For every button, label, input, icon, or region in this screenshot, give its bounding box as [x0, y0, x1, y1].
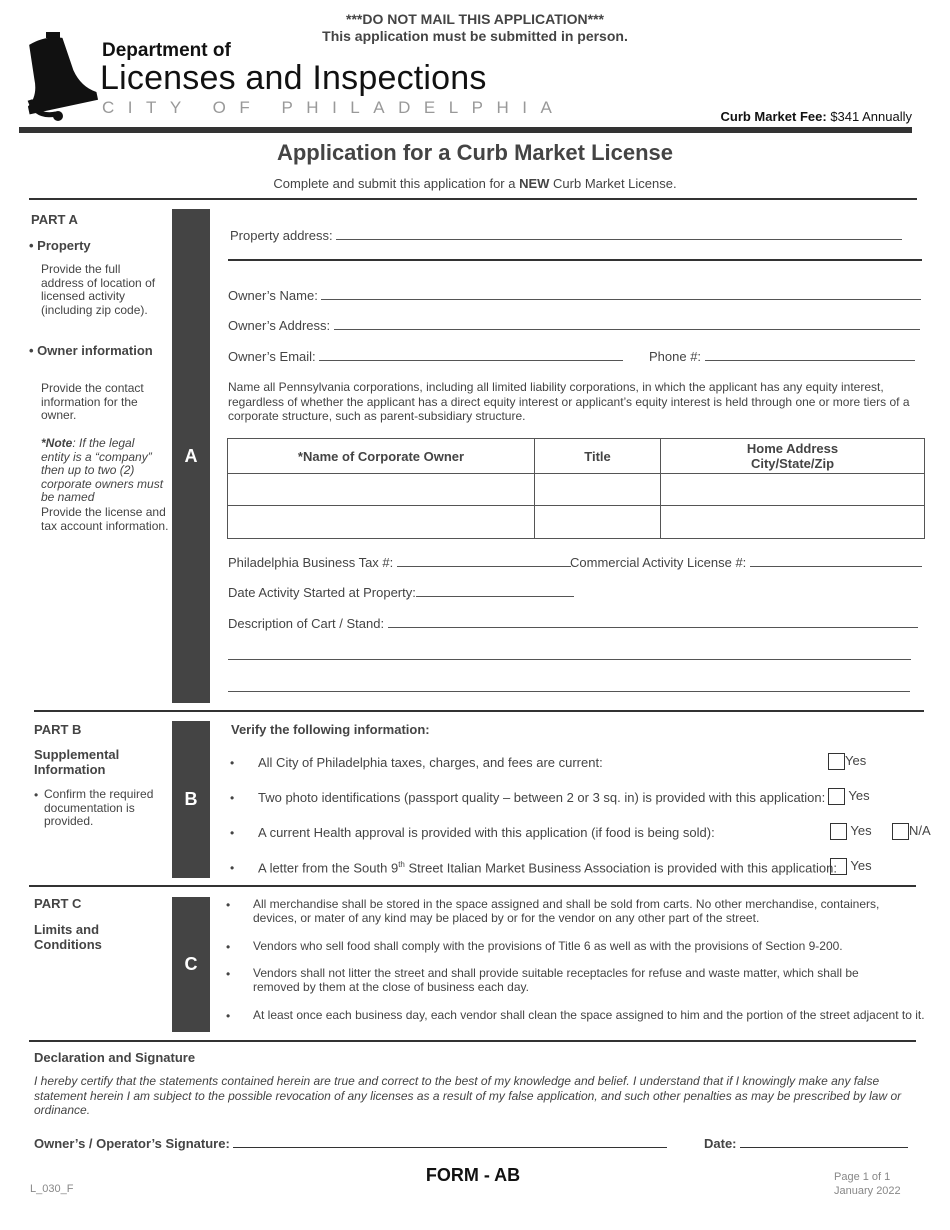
verify-item: All City of Philadelphia taxes, charges, and fees are current:	[258, 755, 603, 770]
date-field[interactable]: Date:	[704, 1136, 908, 1151]
business-tax-field[interactable]: Philadelphia Business Tax #:	[228, 555, 571, 570]
col-title: Title	[535, 439, 661, 474]
property-address-line2[interactable]	[228, 259, 922, 261]
owner-address-field[interactable]: Owner’s Address:	[228, 318, 920, 333]
form-name: FORM - AB	[425, 1165, 521, 1185]
bullet-owner: • Owner information	[29, 343, 153, 358]
property-desc: Provide the full address of location of licensed activity (including zip code).	[41, 262, 156, 317]
header-rule	[19, 127, 912, 133]
liberty-bell-icon	[16, 30, 98, 122]
page-info: Page 1 of 1 January 2022	[834, 1171, 901, 1197]
verify-item: A current Health approval is provided with this application (if food is being sold):	[258, 825, 715, 840]
yes-checkbox[interactable]: Yes	[830, 858, 872, 875]
property-address-field[interactable]: Property address:	[230, 228, 902, 243]
signature-field[interactable]: Owner’s / Operator’s Signature:	[34, 1136, 667, 1151]
condition-item: Vendors shall not litter the street and shall provide suitable receptacles for refuse and waste matter, which shall be removed by them at the close of business each day.	[253, 966, 859, 994]
na-checkbox[interactable]: N/A	[892, 823, 931, 840]
tax-desc: Provide the license and tax account information.	[41, 505, 169, 533]
owner-name-field[interactable]: Owner’s Name:	[228, 288, 921, 303]
table-row	[228, 474, 925, 506]
verify-item: A letter from the South 9th Street Italian Market Business Association is provided with this application:	[258, 860, 837, 876]
subtitle: Complete and submit this application for a NEW Curb Market License.	[273, 176, 677, 191]
do-not-mail-notice: ***DO NOT MAIL THIS APPLICATION***	[346, 11, 604, 27]
part-c-bar: C	[172, 897, 210, 1032]
owner-email-field[interactable]: Owner’s Email:	[228, 349, 623, 364]
part-b-bar: B	[172, 721, 210, 878]
part-a-rule	[34, 710, 924, 712]
part-b-bullet: Confirm the required documentation is provided.	[44, 787, 154, 828]
owner-desc: Provide the contact information for the owner.	[41, 381, 144, 422]
declaration-heading: Declaration and Signature	[34, 1050, 196, 1065]
part-b-subheading: Supplemental Information	[34, 747, 120, 777]
part-b-heading: PART B	[34, 722, 82, 737]
description-field[interactable]: Description of Cart / Stand:	[228, 616, 918, 631]
col-home-address: Home Address City/State/Zip	[661, 439, 925, 474]
yes-checkbox[interactable]: Yes	[830, 823, 872, 840]
corporate-owner-table	[227, 438, 925, 539]
part-c-subheading: Limits and Conditions	[34, 922, 102, 952]
part-a-heading: PART A	[31, 212, 78, 227]
fee	[720, 109, 912, 124]
dept-of: Department of	[102, 40, 231, 61]
city-name: CITY OF PHILADELPHIA	[102, 98, 566, 117]
part-c-heading: PART C	[34, 896, 82, 911]
condition-item: All merchandise shall be stored in the space assigned and shall be sold from carts. No other merchandise, containers, devices, or mater of any kind may be placed by or for the vendor on any other part of the street.	[253, 897, 880, 925]
phone-field[interactable]: Phone #:	[649, 349, 915, 364]
in-person-notice: This application must be submitted in person.	[322, 28, 628, 44]
form-id: L_030_F	[30, 1183, 74, 1195]
fee-value: $341 Annually	[830, 109, 912, 124]
verify-heading: Verify the following information:	[231, 722, 430, 737]
description-line2[interactable]	[228, 659, 911, 660]
condition-item: Vendors who sell food shall comply with the provisions of Title 6 as well as with the provisions of Section 9-200.	[253, 939, 843, 953]
col-corp-name: *Name of Corporate Owner	[228, 439, 535, 474]
table-row	[228, 506, 925, 539]
title-rule	[29, 198, 917, 200]
verify-item: Two photo identifications (passport quality – between 2 or 3 sq. in) is provided with this application:	[258, 790, 826, 805]
corp-instructions: Name all Pennsylvania corporations, including all limited liability corporations, in which the applicant has any equity interest, regardless of whether the applicant has a direct equity interest or applicant’s equity interest is held through one or more tiers of a corporate structure, such as parent-subsidiary structure.	[228, 380, 910, 423]
declaration-text: I hereby certify that the statements contained herein are true and correct to the best of my knowledge and belief. I understand that if I knowingly make any false statement herein I am subject to the possible revocation of any licenses as a result of my false application, and such other penalties as may be prescribed by law or ordinance.	[34, 1074, 902, 1117]
description-line3[interactable]	[228, 691, 910, 692]
yes-checkbox[interactable]: Yes	[828, 788, 870, 805]
note: *Note: If the legal entity is a “company” then up to two (2) corporate owners must be named	[41, 436, 164, 504]
bullet-property: • Property	[29, 238, 91, 253]
cal-field[interactable]: Commercial Activity License #:	[570, 555, 922, 570]
part-b-rule	[29, 885, 916, 887]
part-a-bar: A	[172, 209, 210, 703]
date-started-field[interactable]: Date Activity Started at Property:	[228, 585, 574, 600]
page-title: Application for a Curb Market License	[276, 140, 674, 165]
condition-item: At least once each business day, each vendor shall clean the space assigned to him and the portion of the street adjacent to it.	[253, 1008, 925, 1022]
yes-checkbox[interactable]: Yes	[828, 753, 866, 770]
fee-label: Curb Market Fee:	[720, 109, 827, 124]
dept-name: Licenses and Inspections	[100, 59, 487, 97]
part-c-rule	[29, 1040, 916, 1042]
